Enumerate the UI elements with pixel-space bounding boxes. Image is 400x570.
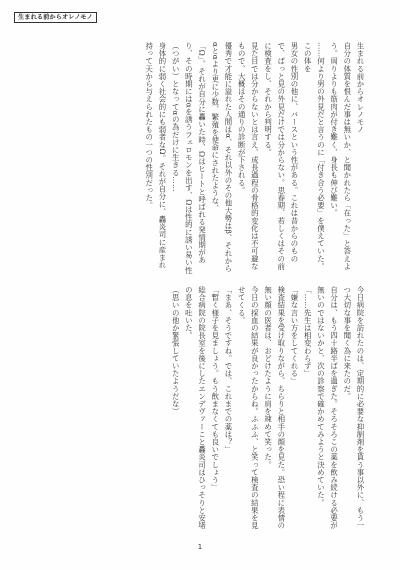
page-number: 1 bbox=[197, 543, 203, 551]
paragraph: 今日の採血の結果が良かったからね。ふふふ、と笑って検査の結果を見せてくる。 bbox=[237, 286, 260, 530]
paragraph: 見た目では分からないとは言え、成長過程の骨格的変化は不可避なもので、大概はその通りの診断が下される。 bbox=[237, 42, 260, 270]
bottom-text-block bbox=[27, 286, 367, 532]
paragraph: 生まれる前からオレノモノ bbox=[356, 42, 365, 134]
paragraph: 「嫌な言い方をしてくれる」 bbox=[289, 286, 299, 385]
paragraph: 身体的に弱く社会的にも弱者なΩ。それが自分に、轟炎司に産まれ持って天から与えられたもの一つの性別だった。 bbox=[144, 42, 167, 269]
paragraph: 男女の性別の他に、バースという性がある。これは昔からのもので、ぱっと見の外見だけでは分からない。思春期、若しくはその前に検査をし、それから判明する。 bbox=[263, 42, 299, 270]
paragraph: 今日病院を訪れたのは、定期的に必要な抑制剤を貰う事以外に、もう一つ大切な事を聞く為に来たのだ。 bbox=[342, 286, 365, 530]
header-title-box bbox=[14, 12, 97, 23]
paragraph: 「暫く様子を見ましょう。もう飲まなくても良いでしょう」 bbox=[210, 286, 220, 492]
top-text-block bbox=[27, 42, 367, 274]
paragraph: 自分は、もう四十路半ばを過ぎた。そろそろこの薬を飲み続ける必要が無いのではないかと、次の診察で確かめてみようと決めていた。 bbox=[316, 286, 339, 530]
paragraph: 「まあ、そうですね。では、これまでの薬は？」 bbox=[223, 286, 233, 454]
paragraph: 「……先生は相変わらず」 bbox=[303, 286, 313, 378]
paragraph: 自分の体質を恨んだ事は無いか、と聞かれたら「在った」と答えよう。周りよりも筋肉が付き難く、身長も伸び難い。 bbox=[329, 42, 352, 270]
paragraph: ……何より男の外見だと言うのに「付き合う必要」を僕えていた。この体を bbox=[303, 42, 326, 270]
paragraph: 優秀で才能に溢れた人間はα、それ以外のその他大勢はβ、それからαとαより更に少数、繁殖を使命にされたような、 bbox=[210, 42, 233, 273]
paragraph: （思いの他か緊張していたようだな） bbox=[171, 286, 181, 416]
paragraph: 「Ω」。それが自分に轟いた時、Ωはヒートと呼ばれる発情期があり、その時期にはαを誘うフェロモンを出す、Ωは性的に誘い易い性（つがい）となってαの為だけに生きる…… bbox=[171, 42, 207, 274]
paragraph: 検査結果を受け取りながら、ちらりと相手の顔を見た。恐い程に表情の無い顔の医者は、おどけたように肩を竦めて笑った。 bbox=[263, 286, 286, 530]
header-title: 生まれる前からオレノモノ bbox=[18, 14, 93, 21]
paragraph: 総合病院の院長室を後にしたエンデヴァーこと轟炎司はひっそりと安堵の息を吐いた。 bbox=[184, 286, 207, 530]
